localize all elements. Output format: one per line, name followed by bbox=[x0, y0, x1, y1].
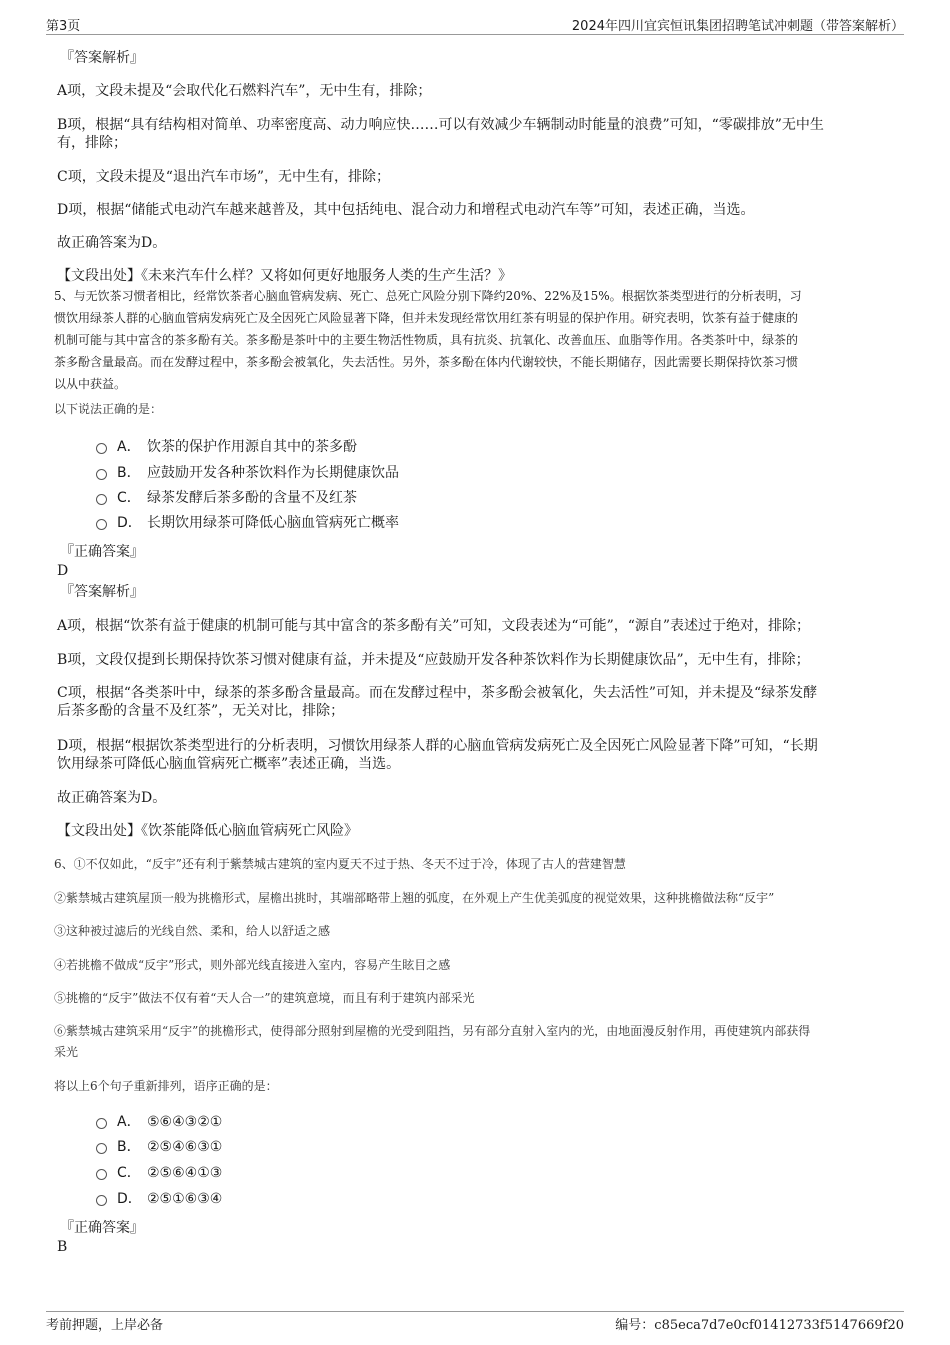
q5-option-a[interactable]: A． 饮茶的保护作用源自其中的茶多酚 bbox=[96, 437, 357, 457]
q6-sentence-6-line1: ⑥紫禁城古建筑采用“反宇”的挑檐形式，使得部分照射到屋檐的光受到阻挡，另有部分直射入室内的光，由地面漫反射作用，再使建筑内部获得 bbox=[54, 1024, 811, 1038]
radio-icon[interactable] bbox=[96, 443, 107, 454]
document-title: 2024年四川宜宾恒讯集团招聘笔试冲刺题（带答案解析） bbox=[571, 19, 904, 34]
header-divider bbox=[46, 34, 904, 35]
radio-icon[interactable] bbox=[96, 494, 107, 505]
q4-analysis-b-line1: B项，根据“具有结构相对简单、功率密度高、动力响应快……可以有效减少车辆制动时能量的浪费”可知，“零碳排放”无中生 bbox=[57, 117, 824, 133]
q4-source: 【文段出处】《未来汽车什么样？又将如何更好地服务人类的生产生活？》 bbox=[57, 268, 512, 284]
q6-option-a[interactable]: A． ⑤⑥④③②① bbox=[96, 1112, 222, 1132]
q5-option-b[interactable]: B． 应鼓励开发各种茶饮料作为长期健康饮品 bbox=[96, 463, 399, 483]
footer-divider bbox=[46, 1311, 904, 1312]
q5-option-c[interactable]: C． 绿茶发酵后茶多酚的含量不及红茶 bbox=[96, 488, 357, 508]
q5-stem-line: 惯饮用绿茶人群的心脑血管病发病死亡及全因死亡风险显著下降，但并未发现经常饮用红茶有明显的保护作用。研究表明，饮茶有益于健康的 bbox=[54, 311, 799, 325]
q6-option-b[interactable]: B． ②⑤④⑥③① bbox=[96, 1137, 222, 1157]
q5-stem-line: 机制可能与其中富含的茶多酚有关。茶多酚是茶叶中的主要生物活性物质，具有抗炎、抗氧化、改善血压、血脂等作用。各类茶叶中，绿茶的 bbox=[54, 333, 799, 347]
q6-sentence-5: ⑤挑檐的“反宇”做法不仅有着“天人合一”的建筑意境，而且有利于建筑内部采光 bbox=[54, 991, 475, 1005]
q6-answer: B bbox=[57, 1239, 68, 1255]
q6-sentence-1: 6、①不仅如此，“反宇”还有利于紫禁城古建筑的室内夏天不过于热、冬天不过于冷，体现了古人的营建智慧 bbox=[54, 857, 626, 871]
q6-answer-label: 『正确答案』 bbox=[60, 1220, 144, 1236]
q5-stem-line: 5、与无饮茶习惯者相比，经常饮茶者心脑血管病发病、死亡、总死亡风险分别下降约20%、22%及15%。根据饮茶类型进行的分析表明，习 bbox=[54, 289, 802, 303]
q4-analysis-c: C项，文段未提及“退出汽车市场”，无中生有，排除； bbox=[57, 169, 391, 185]
q5-analysis-c-line1: C项，根据“各类茶叶中，绿茶的茶多酚含量最高。而在发酵过程中，茶多酚会被氧化，失去活性”可知，并未提及“绿茶发酵 bbox=[57, 685, 818, 701]
q4-conclusion: 故正确答案为D。 bbox=[57, 235, 167, 251]
q5-analysis-c-line2: 后茶多酚的含量不及红茶”，无关对比，排除； bbox=[57, 703, 345, 719]
q5-analysis-label: 『答案解析』 bbox=[60, 584, 144, 600]
q5-question: 以下说法正确的是： bbox=[54, 402, 163, 416]
radio-icon[interactable] bbox=[96, 469, 107, 480]
q5-stem-line: 茶多酚含量最高。而在发酵过程中，茶多酚会被氧化，失去活性。另外，茶多酚在体内代谢较快，不能长期储存，因此需要长期保持饮茶习惯 bbox=[54, 355, 799, 369]
q6-sentence-6-line2: 采光 bbox=[54, 1045, 79, 1059]
radio-icon[interactable] bbox=[96, 519, 107, 530]
footer-slogan: 考前押题，上岸必备 bbox=[46, 1318, 164, 1333]
radio-icon[interactable] bbox=[96, 1143, 107, 1154]
q5-conclusion: 故正确答案为D。 bbox=[57, 790, 167, 806]
q4-analysis-a: A项，文段未提及“会取代化石燃料汽车”，无中生有，排除； bbox=[57, 83, 432, 99]
q5-answer: D bbox=[57, 563, 69, 579]
q6-question: 将以上6个句子重新排列，语序正确的是： bbox=[54, 1079, 278, 1093]
q6-option-c[interactable]: C． ②⑤⑥④①③ bbox=[96, 1163, 222, 1183]
q5-option-d[interactable]: D． 长期饮用绿茶可降低心脑血管病死亡概率 bbox=[96, 513, 399, 533]
document-code: 编号：c85eca7d7e0cf01412733f5147669f20 bbox=[615, 1318, 904, 1333]
q4-analysis-d: D项，根据“储能式电动汽车越来越普及，其中包括纯电、混合动力和增程式电动汽车等”可知，表述正确，当选。 bbox=[57, 202, 755, 218]
q6-sentence-3: ③这种被过滤后的光线自然、柔和，给人以舒适之感 bbox=[54, 924, 331, 938]
q6-sentence-4: ④若挑檐不做成“反宇”形式，则外部光线直接进入室内，容易产生眩目之感 bbox=[54, 958, 451, 972]
q5-source: 【文段出处】《饮茶能降低心脑血管病死亡风险》 bbox=[57, 823, 358, 839]
q6-option-d[interactable]: D． ②⑤①⑥③④ bbox=[96, 1189, 222, 1209]
q5-analysis-a: A项，根据“饮茶有益于健康的机制可能与其中富含的茶多酚有关”可知，文段表述为“可能”，“源自”表述过于绝对，排除； bbox=[57, 618, 811, 634]
radio-icon[interactable] bbox=[96, 1169, 107, 1180]
q5-analysis-d-line1: D项，根据“根据饮茶类型进行的分析表明，习惯饮用绿茶人群的心脑血管病发病死亡及全因死亡风险显著下降”可知，“长期 bbox=[57, 738, 818, 754]
q5-stem-line: 以从中获益。 bbox=[54, 377, 127, 391]
page-number: 第3页 bbox=[46, 19, 81, 34]
q4-analysis-label: 『答案解析』 bbox=[60, 50, 144, 66]
q5-analysis-d-line2: 饮用绿茶可降低心脑血管病死亡概率”表述正确，当选。 bbox=[57, 756, 401, 772]
q6-sentence-2: ②紫禁城古建筑屋顶一般为挑檐形式，屋檐出挑时，其端部略带上翘的弧度，在外观上产生优美弧度的视觉效果，这种挑檐做法称“反宇” bbox=[54, 891, 775, 905]
q5-answer-label: 『正确答案』 bbox=[60, 544, 144, 560]
radio-icon[interactable] bbox=[96, 1195, 107, 1206]
q5-analysis-b: B项，文段仅提到长期保持饮茶习惯对健康有益，并未提及“应鼓励开发各种茶饮料作为长期健康饮品”，无中生有，排除； bbox=[57, 652, 810, 668]
radio-icon[interactable] bbox=[96, 1118, 107, 1129]
q4-analysis-b-line2: 有，排除； bbox=[57, 135, 127, 151]
q5-stem bbox=[54, 285, 899, 395]
